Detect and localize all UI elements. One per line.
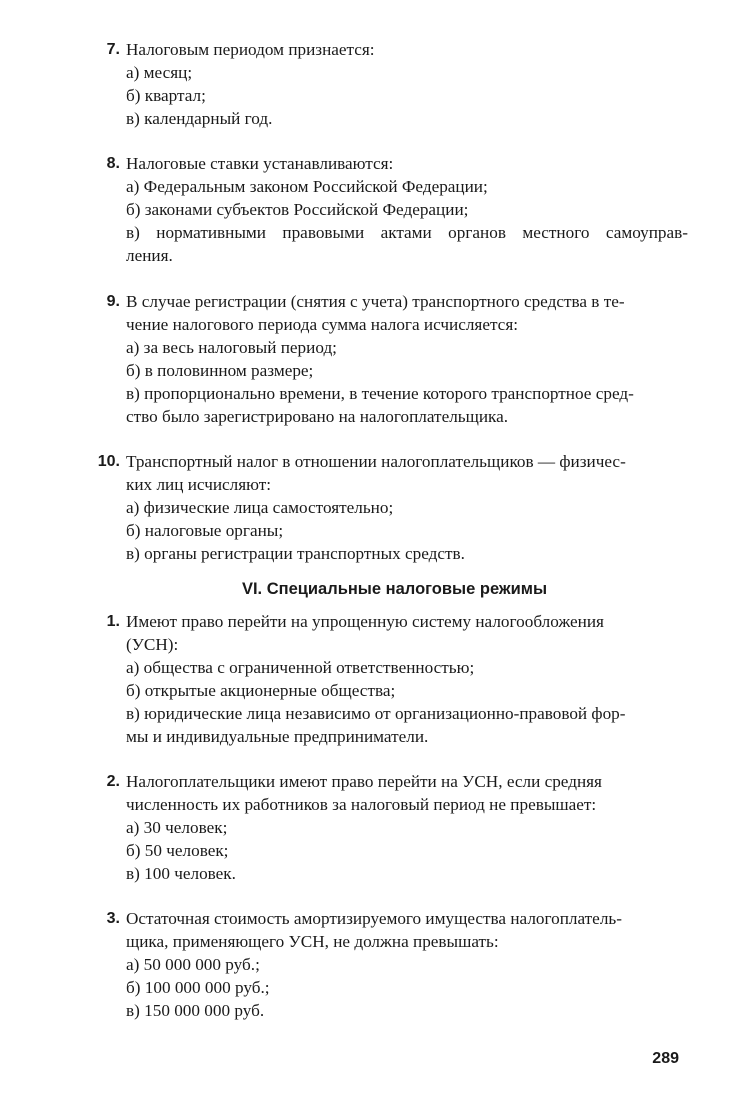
answer-option: в) 150 000 000 руб.	[126, 1001, 265, 1020]
question-text-continuation: численность их работников за налоговый период не превышает:	[126, 795, 597, 814]
question-number: 3.	[106, 910, 120, 927]
question-text: В случае регистрации (снятия с учета) транспортного средства в те-	[126, 292, 625, 311]
answer-option: а) физические лица самостоятельно;	[126, 498, 394, 517]
answer-option: а) месяц;	[126, 63, 193, 82]
answer-option: б) открытые акционерные общества;	[126, 681, 396, 700]
answer-option: б) законами субъектов Российской Федерации;	[126, 200, 469, 219]
answer-option: в) пропорционально времени, в течение которого транспортное сред-	[126, 384, 634, 403]
question-text: Налоговым периодом признается:	[126, 40, 375, 59]
question-text: Налоговые ставки устанавливаются:	[126, 154, 394, 173]
question-10	[0, 450, 729, 565]
question-9	[0, 290, 729, 428]
section-title: VI. Специальные налоговые режимы	[241, 580, 548, 598]
question-vi-1	[0, 610, 729, 748]
answer-option: в) органы регистрации транспортных средств.	[126, 544, 465, 563]
answer-option: б) налоговые органы;	[126, 521, 284, 540]
answer-option: а) Федеральным законом Российской Федерации;	[126, 177, 488, 196]
question-number: 1.	[106, 613, 120, 630]
question-vi-2	[0, 770, 729, 885]
question-vi-3	[0, 907, 729, 1022]
answer-option-continuation: ство было зарегистрировано на налогоплательщика.	[126, 407, 509, 426]
answer-option: б) в половинном размере;	[126, 361, 314, 380]
question-number: 10.	[97, 453, 120, 470]
answer-option-continuation: ления.	[126, 246, 173, 265]
answer-option: в) юридические лица независимо от организационно-правовой фор-	[126, 704, 626, 723]
answer-option: а) 50 000 000 руб.;	[126, 955, 260, 974]
question-8	[0, 152, 729, 267]
question-text: Налогоплательщики имеют право перейти на УСН, если средняя	[126, 772, 602, 791]
question-text-continuation: чение налогового периода сумма налога исчисляется:	[126, 315, 518, 334]
question-text: Остаточная стоимость амортизируемого имущества налогоплатель-	[126, 909, 622, 928]
question-text-continuation: ких лиц исчисляют:	[126, 475, 272, 494]
question-number: 2.	[106, 773, 120, 790]
question-number: 8.	[106, 155, 120, 172]
answer-option: б) 100 000 000 руб.;	[126, 978, 270, 997]
question-text: Транспортный налог в отношении налогоплательщиков — физичес-	[126, 452, 626, 471]
answer-option: в) календарный год.	[126, 109, 273, 128]
answer-option: б) квартал;	[126, 86, 206, 105]
answer-option: б) 50 человек;	[126, 841, 229, 860]
question-number: 7.	[106, 41, 120, 58]
question-text-continuation: щика, применяющего УСН, не должна превышать:	[126, 932, 499, 951]
answer-option: в) нормативными правовыми актами органов местного самоуправ-	[126, 223, 688, 242]
answer-option: а) общества с ограниченной ответственностью;	[126, 658, 475, 677]
answer-option: а) 30 человек;	[126, 818, 228, 837]
answer-option-continuation: мы и индивидуальные предприниматели.	[126, 727, 429, 746]
question-text: Имеют право перейти на упрощенную систему налогообложения	[126, 612, 604, 631]
page-number: 289	[652, 1050, 679, 1067]
answer-option: а) за весь налоговый период;	[126, 338, 337, 357]
question-text-continuation: (УСН):	[126, 635, 179, 654]
question-7	[0, 38, 729, 130]
question-number: 9.	[106, 293, 120, 310]
answer-option: в) 100 человек.	[126, 864, 236, 883]
